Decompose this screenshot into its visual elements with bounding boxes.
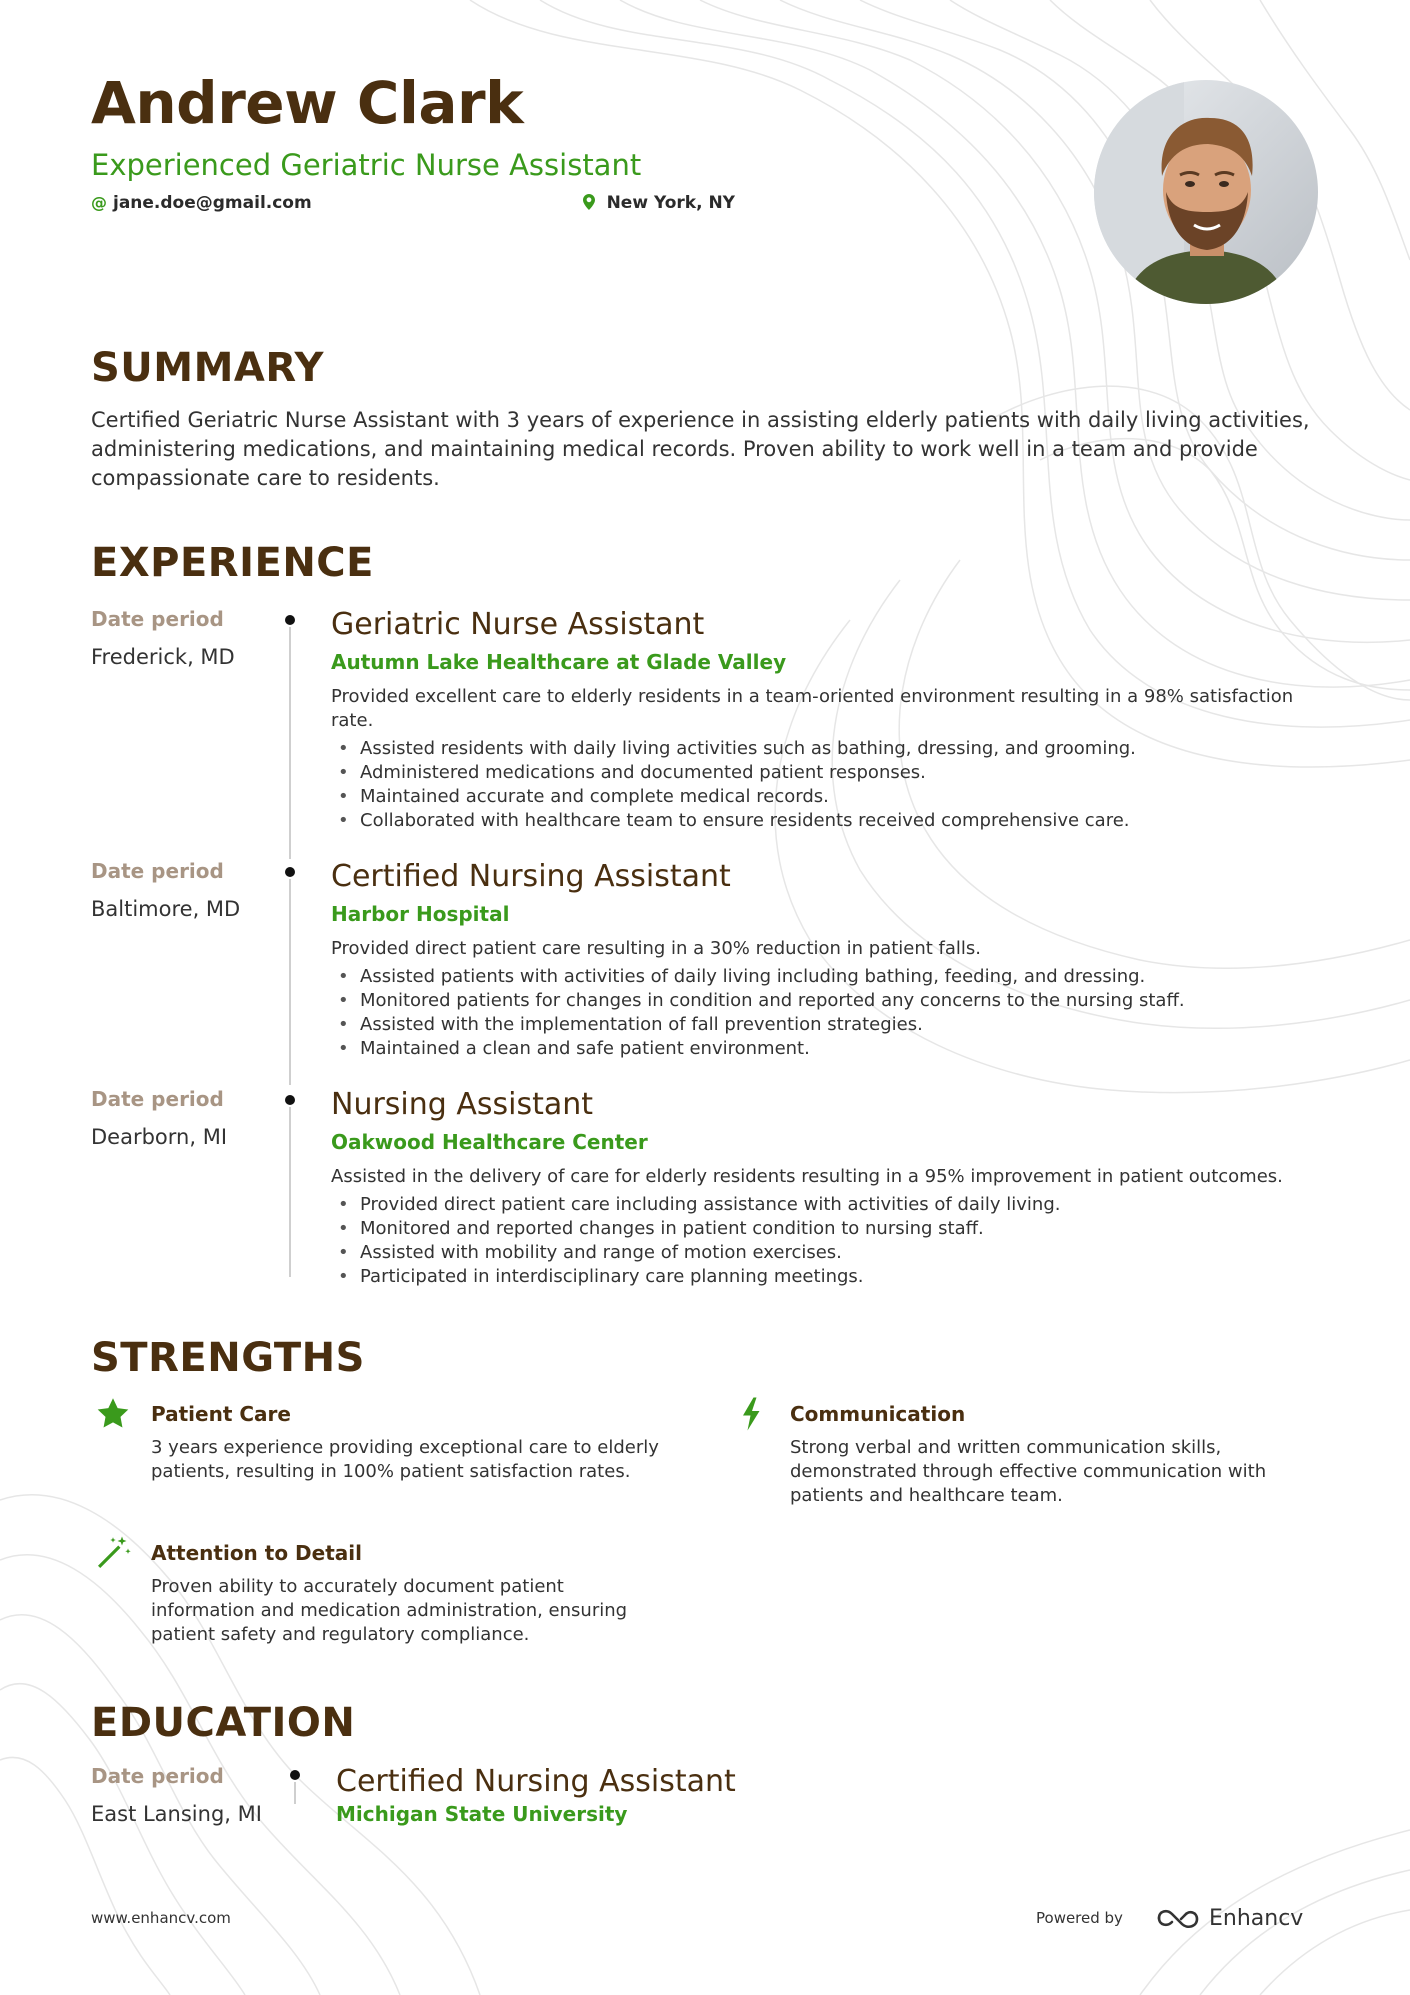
list-item: • Maintained a clean and safe patient environment.: [338, 1038, 810, 1059]
job-bullets: [331, 1193, 1331, 1289]
experience-heading: EXPERIENCE: [91, 540, 374, 586]
experience-content: [331, 607, 1331, 833]
strength-title: Patient Care: [151, 1402, 291, 1426]
timeline-dot: [285, 1095, 295, 1105]
footer-website-link[interactable]: www.enhancv.com: [91, 1909, 231, 1927]
at-sign-icon: @: [91, 193, 107, 212]
experience-location: Frederick, MD: [91, 645, 235, 669]
timeline-dot: [285, 615, 295, 625]
profile-photo: [1094, 80, 1318, 304]
candidate-name: Andrew Clark: [91, 69, 524, 137]
map-pin-icon: [583, 193, 601, 212]
job-title: Geriatric Nurse Assistant: [331, 607, 705, 642]
education-heading: EDUCATION: [91, 1700, 356, 1746]
education-location: East Lansing, MI: [91, 1802, 262, 1826]
experience-content: [331, 859, 1331, 1061]
footer-powered-by: Powered by: [1036, 1909, 1123, 1927]
timeline-line: [289, 879, 291, 1085]
list-item: • Maintained accurate and complete medical records.: [338, 786, 829, 807]
lightning-bolt-icon: [734, 1396, 774, 1436]
strengths-heading: STRENGTHS: [91, 1335, 365, 1381]
company-name: Autumn Lake Healthcare at Glade Valley: [331, 650, 787, 674]
summary-heading: SUMMARY: [91, 345, 324, 391]
location-text: New York, NY: [606, 193, 735, 213]
list-item: • Assisted residents with daily living activities such as bathing, dressing, and grooming.: [338, 738, 1136, 759]
list-item: • Provided direct patient care including assistance with activities of daily living.: [338, 1194, 1061, 1215]
list-item: • Participated in interdisciplinary care planning meetings.: [338, 1266, 864, 1287]
strength-description: 3 years experience providing exceptional care to elderly patients, resulting in 100% patient satisfaction rates.: [151, 1437, 659, 1482]
experience-location: Baltimore, MD: [91, 897, 241, 921]
timeline-line: [294, 1782, 296, 1804]
list-item: • Monitored and reported changes in patient condition to nursing staff.: [338, 1218, 984, 1239]
timeline-dot: [290, 1770, 300, 1780]
strength-title: Communication: [790, 1402, 966, 1426]
job-title: Nursing Assistant: [331, 1087, 594, 1122]
star-icon: [95, 1396, 135, 1436]
experience-content: [331, 1087, 1331, 1289]
company-name: Oakwood Healthcare Center: [331, 1130, 648, 1154]
experience-location: Dearborn, MI: [91, 1125, 228, 1149]
experience-date: Date period: [91, 1087, 224, 1111]
timeline-line: [289, 627, 291, 859]
experience-date: Date period: [91, 607, 224, 631]
list-item: • Administered medications and documented patient responses.: [338, 762, 926, 783]
company-name: Harbor Hospital: [331, 902, 510, 926]
list-item: • Collaborated with healthcare team to ensure residents received comprehensive care.: [338, 810, 1130, 831]
job-bullets: [331, 965, 1331, 1061]
job-description: Provided direct patient care resulting in a 30% reduction in patient falls.: [331, 938, 982, 959]
strength-description: Strong verbal and written communication skills, demonstrated through effective communication with patients and healthcare team.: [790, 1437, 1267, 1506]
email-text: jane.doe@gmail.com: [113, 193, 312, 213]
list-item: • Monitored patients for changes in condition and reported any concerns to the nursing staff.: [338, 990, 1185, 1011]
magic-wand-icon: [95, 1535, 135, 1575]
timeline-dot: [285, 867, 295, 877]
enhancv-logo[interactable]: [1155, 1900, 1303, 1936]
summary-text: Certified Geriatric Nurse Assistant with 3 years of experience in assisting elderly patients with daily living activities, administering medications, and maintaining medical records. Proven ability to work well in a team and provide compassionate care to residents.: [91, 408, 1310, 490]
list-item: • Assisted with the implementation of fall prevention strategies.: [338, 1014, 923, 1035]
list-item: • Assisted patients with activities of daily living including bathing, feeding, and dressing.: [338, 966, 1146, 987]
job-bullets: [331, 737, 1331, 833]
contact-email[interactable]: [91, 193, 312, 213]
school-name: Michigan State University: [336, 1802, 628, 1826]
brand-name: Enhancv: [1209, 1905, 1304, 1931]
strength-description: Proven ability to accurately document patient information and medication administration, ensuring patient safety and regulatory compliance.: [151, 1576, 628, 1645]
job-description: Provided excellent care to elderly residents in a team-oriented environment resulting in a 98% satisfaction rate.: [331, 686, 1294, 731]
enhancv-logo-icon: [1155, 1905, 1203, 1931]
timeline-line: [289, 1107, 291, 1277]
education-date: Date period: [91, 1764, 224, 1788]
list-item: • Assisted with mobility and range of motion exercises.: [338, 1242, 842, 1263]
degree-title: Certified Nursing Assistant: [336, 1764, 736, 1799]
candidate-headline: Experienced Geriatric Nurse Assistant: [91, 148, 642, 182]
contact-location: [583, 193, 735, 213]
job-title: Certified Nursing Assistant: [331, 859, 731, 894]
strength-title: Attention to Detail: [151, 1541, 362, 1565]
job-description: Assisted in the delivery of care for elderly residents resulting in a 95% improvement in patient outcomes.: [331, 1166, 1283, 1187]
experience-date: Date period: [91, 859, 224, 883]
